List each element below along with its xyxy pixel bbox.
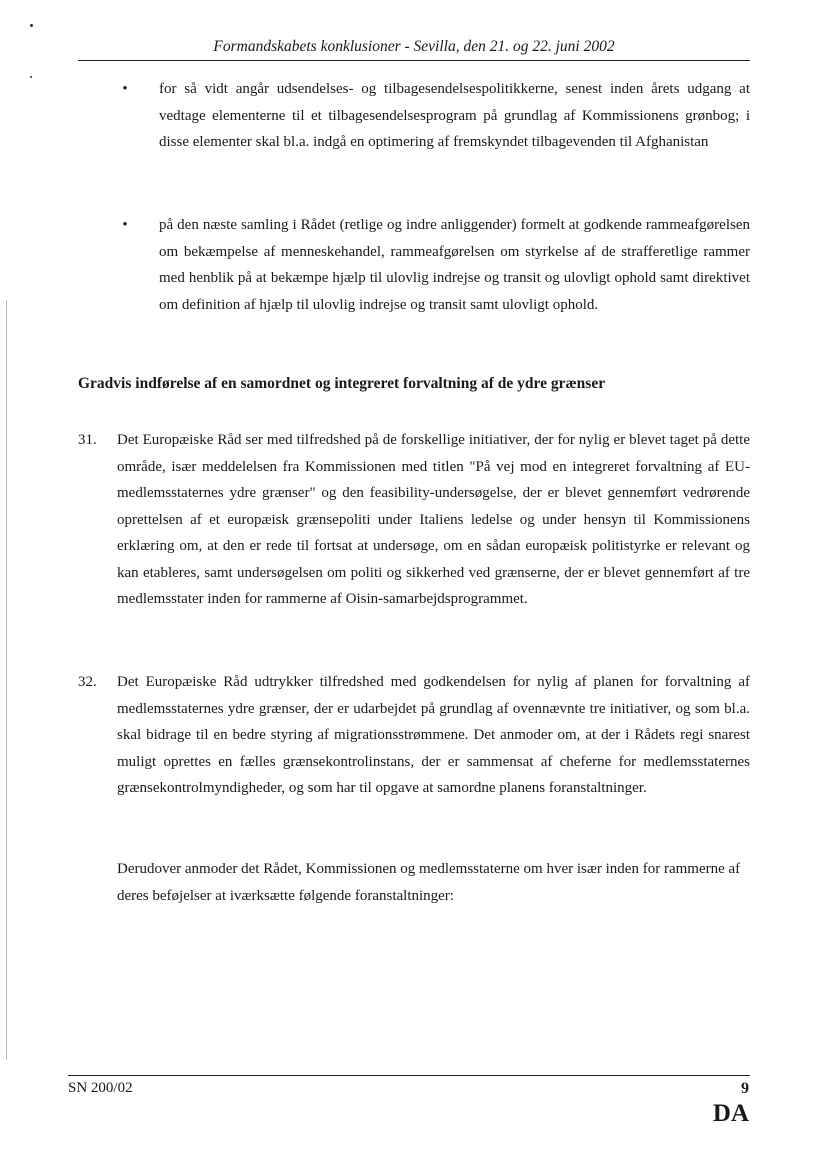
section-heading: Gradvis indførelse af en samordnet og integreret forvaltning af de ydre grænser [78,375,606,392]
bullet-item [118,76,750,156]
bullet-text: på den næste samling i Rådet (retlige og indre anliggender) formelt at godkende rammeafgørelsen om bekæmpelse af menneskehandel, rammeafgørelsen om styrkelse af de strafferetlige rammer med henblik på at bekæmpe hjælp til ulovlig indrejse og transit og ulovligt ophold samt direktivet om definition af hjælp til ulovlig indrejse og transit samt ulovligt ophold. [159,217,750,313]
paragraph-number: 32. [78,674,97,690]
running-header: Formandskabets konklusioner - Sevilla, den 21. og 22. juni 2002 [78,38,750,61]
scan-edge-line [6,300,7,1060]
scan-speck [30,24,33,27]
scan-speck [30,76,32,78]
paragraph-text: Det Europæiske Råd ser med tilfredshed på de forskellige initiativer, der for nylig er blevet taget på dette område, især meddelelsen fra Kommissionen med titlen "På vej mod en integreret forvaltning af EU-medlemsstaternes ydre grænser" og den feasibility-undersøgelse, der er blevet gennemført vedrørende oprettelsen af et europæisk grænsepoliti under Italiens ledelse og under hensyn til Kommissionens erklæring om, at den er rede til fortsat at undersøge, om en sådan europæisk politistyrke er relevant og kan etableres, samt undersøgelsen om politi og sikkerhed ved grænserne, der er blevet gennemført af tre medlemsstater inden for rammerne af Oisin-samarbejdsprogrammet. [117,432,750,607]
bullet-item [118,212,750,318]
numbered-paragraph [78,669,750,802]
document-reference: SN 200/02 [68,1080,133,1096]
closing-paragraph: Derudover anmoder det Rådet, Kommissionen og medlemsstaterne om hver især inden for rammerne af deres beføjelser at iværksætte følgende foranstaltninger: [117,861,741,904]
language-code: DA [712,1100,749,1127]
paragraph-text: Det Europæiske Råd udtrykker tilfredshed med godkendelsen for nylig af planen for forvaltning af medlemsstaternes ydre grænser, der er udarbejdet på grundlag af ovennævnte tre initiativer, og som bl.a. skal bidrage til en bedre styring af migrationsstrømmene. Det anmoder om, at der i Rådets regi snarest muligt oprettes en fælles grænsekontrolinstans, der er sammensat af cheferne for medlemsstaternes grænsekontrolmyndigheder, og som har til opgave at samordne planens foranstaltninger. [117,674,750,796]
bullet-icon: • [122,81,128,97]
bullet-text: for så vidt angår udsendelses- og tilbagesendelsespolitikkerne, senest inden årets udgang at vedtage elementerne til et tilbagesendelsesprogram på grundlag af Kommissionens grønbog; i disse elementer skal bl.a. indgå en optimering af fremskyndet tilbagevenden til Afghanistan [159,81,750,150]
footer-rule [68,1075,750,1076]
paragraph-number: 31. [78,432,97,448]
bullet-icon: • [122,217,128,233]
page-number: 9 [741,1080,749,1097]
numbered-paragraph [78,427,750,613]
